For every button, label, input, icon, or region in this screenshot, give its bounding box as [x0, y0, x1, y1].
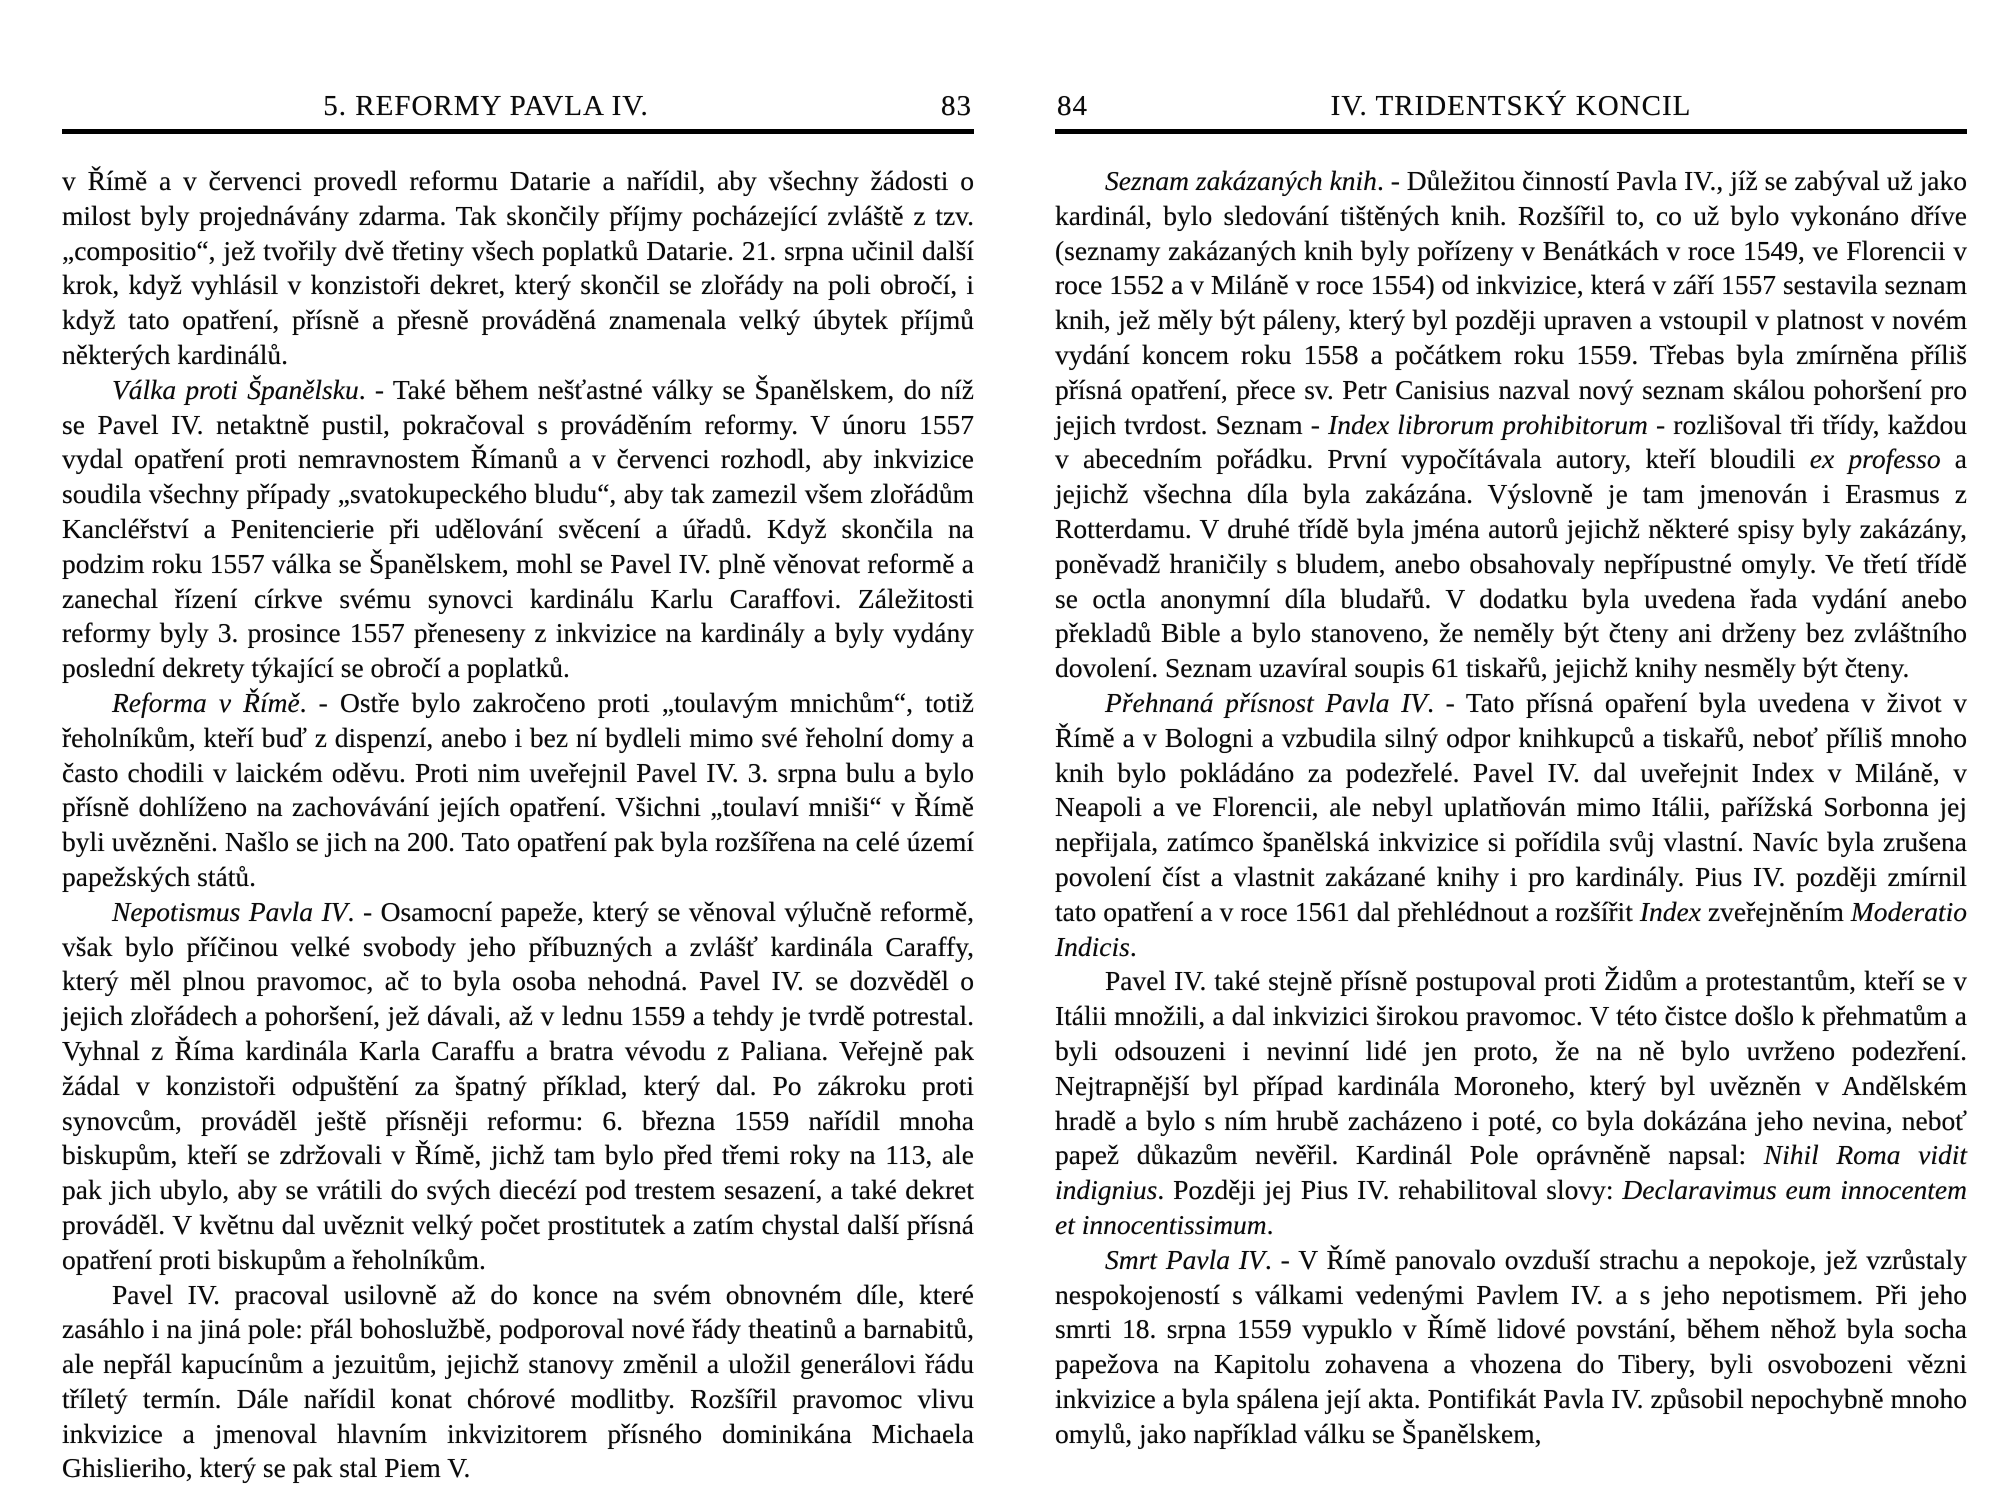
running-title-right: IV. TRIDENTSKÝ KONCIL: [1330, 90, 1692, 122]
section-heading: Přehnaná přísnost Pavla IV: [1105, 686, 1428, 718]
paragraph-text: . - V Římě panovalo ovzduší strachu a nepokoje, jež vzrůstaly nespokojeností s válkami vedenými Pavlem IV. a s jeho nepotismem. Při jeho smrti 18. srpna 1559 vypuklo v Římě lidové povstání, během něhož byla socha papežova na Kapitolu zohavena a vhozena do Tibery, byli osvobozeni vězni inkvizice a byla spálena její akta. Pontifikát Pavla IV. způsobil nepochybně mnoho omylů, jako například válku se Španělskem,: [1055, 1243, 1967, 1449]
paragraph-text: Pavel IV. také stejně přísně postupoval proti Židům a protestantům, kteří se v Itálii množili, a dal inkvizici širokou pravomoc. V této čistce došlo k přehmatům a byli odsouzeni i nevinní lidé jen proto, že na ně bylo uvrženo podezření. Nejtrapnější byl případ kardinála Moroneho, který byl uvězněn v Andělském hradě a bylo s ním hrubě zacházeno i poté, co byla dokázána jeho nevina, neboť papež důkazům nevěřil. Kardinál Pole oprávněně napsal:: [1055, 965, 1967, 1171]
paragraph-text: zveřejněním: [1700, 895, 1851, 927]
paragraph: [1055, 964, 1967, 1242]
paragraph-text: . - Osamocní papeže, který se věnoval výlučně reformě, však bylo příčinou velké svobody jeho příbuzných a zvlášť kardinála Caraffy, který měl plnou pravomoc, ač to byla osoba nehodná. Pavel IV. se dozvěděl o jejich zlořádech a pohoršení, jež dávali, až v lednu 1559 a tehdy je tvrdě potrestal. Vyhnal z Říma kardinála Karla Caraffu a bratra vévodu z Paliana. Veřejně pak žádal v konzistoři odpuštění za špatný příklad, který dal. Po zákroku proti synovcům, prováděl ještě přísněji reformu: 6. března 1559 nařídil mnoha biskupům, kteří se zdržovali v Římě, jichž tam bylo před třemi roky na 113, ale pak jich ubylo, aby se vrátili do svých diecézí pod trestem sesazení, a také dekret prováděl. V květnu dal uvěznit velký počet prostitutek a zatím chystal další přísná opatření proti biskupům a řeholníkům.: [62, 895, 974, 1275]
page-body-right: [1055, 164, 1967, 1451]
paragraph: [1055, 1243, 1967, 1452]
paragraph-text: . - Ostře bylo zakročeno proti „toulavým mnichům“, totiž řeholníkům, kteří buď z dispenzí, anebo i bez ní bydleli mimo své řeholní domy a často chodili v laickém oděvu. Proti nim uveřejnil Pavel IV. 3. srpna bulu a bylo přísně dohlíženo na zachovávání jejích opatření. Všichni „toulaví mniši“ v Římě byli uvězněni. Našlo se jich na 200. Tato opatření pak byla rozšířena na celé území papežských států.: [62, 686, 974, 892]
page-header-right: [1055, 90, 1967, 128]
paragraph: [1055, 164, 1967, 686]
paragraph: [62, 373, 974, 686]
section-heading: Válka proti Španělsku: [112, 373, 359, 405]
paragraph-text: .: [1129, 930, 1137, 962]
page-right: [1055, 90, 1967, 1451]
page-left: [62, 90, 974, 1486]
header-rule-left: [62, 129, 974, 134]
paragraph-text: . - Důležitou činností Pavla IV., jíž se zabýval už jako kardinál, bylo sledování tištěných knih. Rozšířil to, co už bylo vykonáno dříve (seznamy zakázaných knih byly pořízeny v Benátkách v roce 1549, ve Florencii v roce 1552 a v Miláně v roce 1554) od inkvizice, která v září 1557 sestavila seznam knih, jež měly být páleny, který byl později upraven a vstoupil v platnost v novém vydání koncem roku 1558 a počátkem roku 1559. Třebas byla zmírněna příliš přísná opatření, přece sv. Petr Canisius nazval nový seznam skálou pohoršení pro jejich tvrdost. Seznam -: [1055, 165, 1967, 440]
running-title-left: 5. REFORMY PAVLA IV.: [323, 90, 649, 122]
latin-phrase: ex professo: [1809, 443, 1941, 475]
latin-phrase: Moderatio Indicis: [1055, 895, 1967, 962]
page-header-left: [62, 90, 974, 128]
paragraph: [62, 164, 974, 373]
page-number-right: 84: [1057, 90, 1088, 122]
latin-phrase: Nihil Roma vidit indignius: [1055, 1139, 1967, 1206]
section-heading: Smrt Pavla IV: [1105, 1243, 1265, 1275]
latin-phrase: Index: [1639, 895, 1701, 927]
page-body-left: [62, 164, 974, 1486]
paragraph-text: . - Také během nešťastné války se Španělskem, do níž se Pavel IV. netaktně pustil, pokračoval s prováděním reformy. V únoru 1557 vydal opatření proti nemravnostem Římanů a v červenci rozhodl, aby inkvizice soudila všechny případy „svatokupeckého bludu“, aby tak zamezil všem zlořádům Kancléřství a Penitencierie při udělování svěcení a úřadů. Když skončila na podzim roku 1557 válka se Španělskem, mohl se Pavel IV. plně věnovat reformě a zanechal řízení církve svému synovci kardinálu Karlu Caraffovi. Záležitosti reformy byly 3. prosince 1557 přeneseny z inkvizice na kardinály a byly vydány poslední dekrety týkající se obročí a poplatků.: [62, 373, 974, 684]
latin-phrase: Index librorum prohibitorum: [1328, 408, 1648, 440]
section-heading: Reforma v Římě: [112, 686, 300, 718]
paragraph-text: a jejichž všechna díla byla zakázána. Výslovně je tam jmenován i Erasmus z Rotterdamu. V druhé třídě byla jména autorů jejichž některé spisy byly zakázány, poněvadž hraničily s bludem, anebo obsahovaly nepřípustné omyly. Ve třetí třídě se octla anonymní díla bludařů. V dodatku byla uvedena řada vydání anebo překladů Bible a bylo stanoveno, že neměly být čteny ani drženy bez zvláštního dovolení. Seznam uzavíral soupis 61 tiskařů, jejichž knihy nesměly být čteny.: [1055, 443, 1967, 684]
paragraph-text: . - Tato přísná opaření byla uvedena v život v Římě a v Bologni a vzbudila silný odpor knihkupců a tiskařů, neboť příliš mnoho knih bylo pokládáno za podezřelé. Pavel IV. dal uveřejnit Index v Miláně, v Neapoli a ve Florencii, ale nebyl uplatňován mimo Itálii, pařížská Sorbonna jej nepřijala, zatímco španělská inkvizice si pořídila svůj vlastní. Navíc byla zrušena povolení číst a vlastnit zakázané knihy i pro kardinály. Pius IV. později zmírnil tato opatření a v roce 1561 dal přehlédnout a rozšířit: [1055, 686, 1967, 927]
paragraph: [62, 1278, 974, 1487]
latin-phrase: Declaravimus eum innocentem et innocentissimum: [1055, 1174, 1967, 1240]
paragraph-text: v Římě a v červenci provedl reformu Datarie a nařídil, aby všechny žádosti o milost byly projednávány zdarma. Tak skončily příjmy pocházející zvláště z tzv. „compositio“, jež tvořily dvě třetiny všech poplatků Datarie. 21. srpna učinil další krok, když vyhlásil v konzistoři dekret, který skončil se zlořády na poli obročí, i když tato opatření, přísně a přesně prováděná znamenala velký úbytek příjmů některých kardinálů.: [62, 165, 974, 370]
paragraph-text: .: [1266, 1208, 1274, 1240]
section-heading: Seznam zakázaných knih: [1105, 165, 1377, 196]
paragraph-text: - rozlišoval tři třídy, každou v abecedním pořádku. První vypočítávala autory, kteří bloudili: [1055, 408, 1968, 475]
paragraph: [62, 686, 974, 895]
paragraph: [1055, 686, 1967, 964]
section-heading: Nepotismus Pavla IV: [112, 895, 348, 927]
page-number-left: 83: [941, 90, 972, 122]
paragraph-text: . Později jej Pius IV. rehabilitoval slovy:: [1157, 1174, 1623, 1206]
header-rule-right: [1055, 129, 1967, 134]
paragraph: [62, 895, 974, 1278]
paragraph-text: Pavel IV. pracoval usilovně až do konce na svém obnovném díle, které zasáhlo i na jiná pole: přál bohoslužbě, podporoval nové řády theatinů a barnabitů, ale nepřál kapucínům a jezuitům, jejichž stanovy změnil a uložil generálovi řádu tříletý termín. Dále nařídil konat chórové modlitby. Rozšířil pravomoc vlivu inkvizice a jmenoval hlavním inkvizitorem přísného dominikána Michaela Ghislieriho, který se pak stal Piem V.: [62, 1278, 974, 1484]
